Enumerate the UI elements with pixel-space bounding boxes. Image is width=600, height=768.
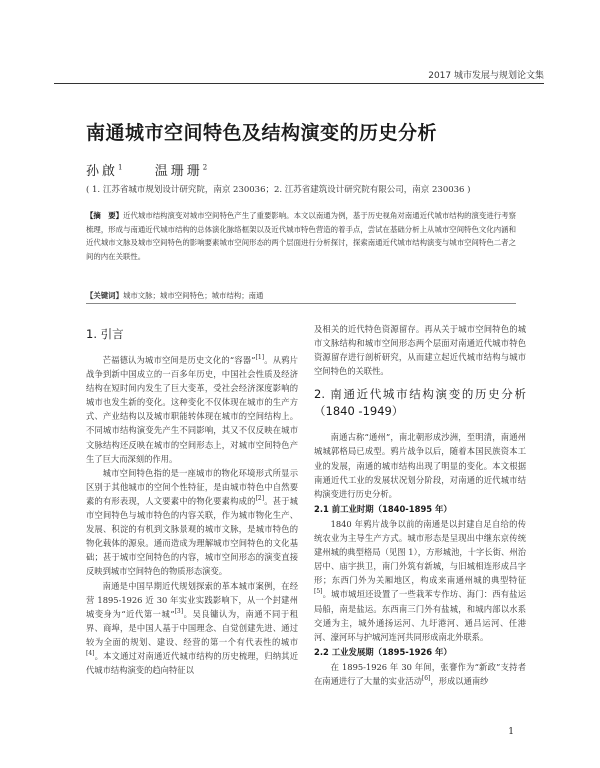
citation: [3] [174, 607, 184, 615]
paper-title: 南通城市空间特色及结构演变的历史分析 [86, 122, 438, 144]
paragraph-text: 。吴良镛认为，南通不同于租界、商埠，是中国人基于中国理念、自觉创建先进、通过较为全面的规划、建设、经营的第一个有代表性的城市 [86, 608, 298, 647]
section-heading: 1. 引言 [86, 327, 124, 341]
paragraph-text: 南通是中国早期近代规划探索的革本城市案例，在经营 1895-1926 近 30 年实业实践影响下，从一个封建州城变身为“近代第一城” [86, 580, 298, 619]
body-paragraph [86, 353, 298, 466]
paragraph-text: 城市空间特色指的是一座城市的物化环境形式所显示区别于其他城市的空间个性特征，是由城市特色中自然要素的有形表现，人文要素中的物化要素构成的 [86, 467, 298, 506]
body-paragraph: 及相关的近代特色资源留存。再从关于城市空间特色的城市文脉结构和城市空间形态两个层面对南通近代城市特色资源留存进行剖析研究，从而建立起近代城市结构与城市空间特色的关联性。 [314, 324, 526, 377]
citation: [2] [255, 495, 265, 503]
body-paragraph [314, 517, 526, 644]
body-paragraph: 南通古称“通州”，南北朝形成沙洲，至明清，南通州城城郭格局已成型。鸦片战争以后，随着本国民族资本工业的发展，南通的城市结构出现了明显的变化。本文根据南通近代工业的发展状况划分阶段，对南通的近代城市结构演变进行历史分析。 [314, 432, 526, 499]
right-column [314, 322, 526, 688]
paragraph-text: 1840 年鸦片战争以前的南通是以封建自足自给的传统农业为主导生产方式。城市形态是呈现出中继东京传统建州城的典型格局（见图 1），方形城池，十字长街、州治居中、庙宇拱卫，南门外筑有新城，与旧城相连形成吕字形；东西门外为关厢地区，构成来南通州城的典型特征 [314, 518, 526, 586]
affiliation: ( 1. 江苏省城市规划设计研究院，南京 230036；2. 江苏省建筑设计研究院有限公司，南京 230036 ) [86, 185, 471, 195]
citation: [6] [421, 675, 431, 683]
paragraph-text: 。甚于城市空间特色与城市特色的内容关联，作为城市物化生产、发展、积淀的有机到文脉景观的城市文脉，是城市特色的物化载体的源泉。通而造成为理解城市空间特色的文化基础；甚于城市空间特色的内容，城市空间形态的演变直接反映到城市空间特色的物质形态演变。 [86, 495, 298, 577]
section-heading: 2. 南通近代城市结构演变的历史分析（1840 -1949） [314, 387, 526, 419]
subsection-heading: 2.1 前工业时期（1840-1895 年） [314, 503, 452, 514]
citation: [5] [314, 588, 323, 596]
running-head: 2017 城市发展与规划论文集 [428, 71, 544, 81]
abstract-rule [86, 303, 516, 304]
citation: [4] [86, 650, 95, 658]
authors [86, 160, 207, 179]
keywords-label: 【关键词】 [86, 291, 123, 300]
keywords-text: 城市文脉；城市空间特色；城市结构；南通 [122, 291, 264, 300]
author-sup: 2 [202, 163, 208, 172]
keywords [86, 290, 516, 301]
body-paragraph [86, 579, 298, 678]
paragraph-text: 。城市城垣还设置了一些栽苯专作坊、海门：西有盐运局船，南是盐运。东西南三门外有盐城，和城内部以水系交通为主，城外通扬运河、九圩港河、通吕运河、任港河、濠河环与护城河连河共同形成南北外联系。 [314, 589, 526, 642]
author-sup: 1 [118, 163, 123, 172]
body-paragraph [86, 466, 298, 579]
left-column [86, 322, 298, 677]
header-rule [54, 83, 544, 84]
author-name: 孙啟 [86, 164, 119, 179]
abstract-label: 【摘 要】 [86, 211, 124, 220]
paragraph-text: 在 1895-1926 年 30 年间，张謇作为“新政”支持者在南通进行了大量的实业活动 [314, 661, 526, 686]
author-name: 温珊珊 [154, 164, 203, 179]
paragraph-text: ，形成以通南纱 [430, 675, 489, 686]
abstract [86, 209, 516, 263]
citation: [1] [255, 354, 265, 362]
paragraph-text: 。本文通过对南通近代城市结构的历史梳理，归纳其近代城市结构演变的趋向特征以 [86, 650, 298, 676]
abstract-text: 近代城市结构演变对城市空间特色产生了重要影响。本文以南通为例，基于历史视角对南通近代城市结构的演变进行考察梳理，形成与南通近代城市结构的总体演化脉络框架以及近代城市特色营造的着手点，尝试在基础分析上从城市空间特色文化内涵和近代城市文脉及城市空间特色的影响要素城市空间形态的两个层面进行分析探讨，探索南通近代城市结构演变与城市空间特色二者之间的内在关联性。 [86, 211, 516, 261]
body-paragraph [314, 660, 526, 688]
paragraph-text: 芒福德认为城市空间是历史文化的“容器” [102, 355, 256, 365]
paragraph-text: 。从鸦片战争到新中国成立的一百多年历史，中国社会性质及经济结构在短时间内发生了巨大变革，受社会经济深度影响的城市也发生新的变化。这种变化不仅体现在城市的生产方式、产业结构以及城市职能转体现在城市的空间结构上。不同城市结构演变先产生不同影响，其又不仅反映在城市文脉结构还反映在城市的空间形态上，对城市空间特色产生了巨大而深刻的作用。 [86, 355, 298, 464]
page-number: 1 [508, 727, 514, 737]
subsection-heading: 2.2 工业发展期（1895-1926 年） [314, 646, 452, 657]
